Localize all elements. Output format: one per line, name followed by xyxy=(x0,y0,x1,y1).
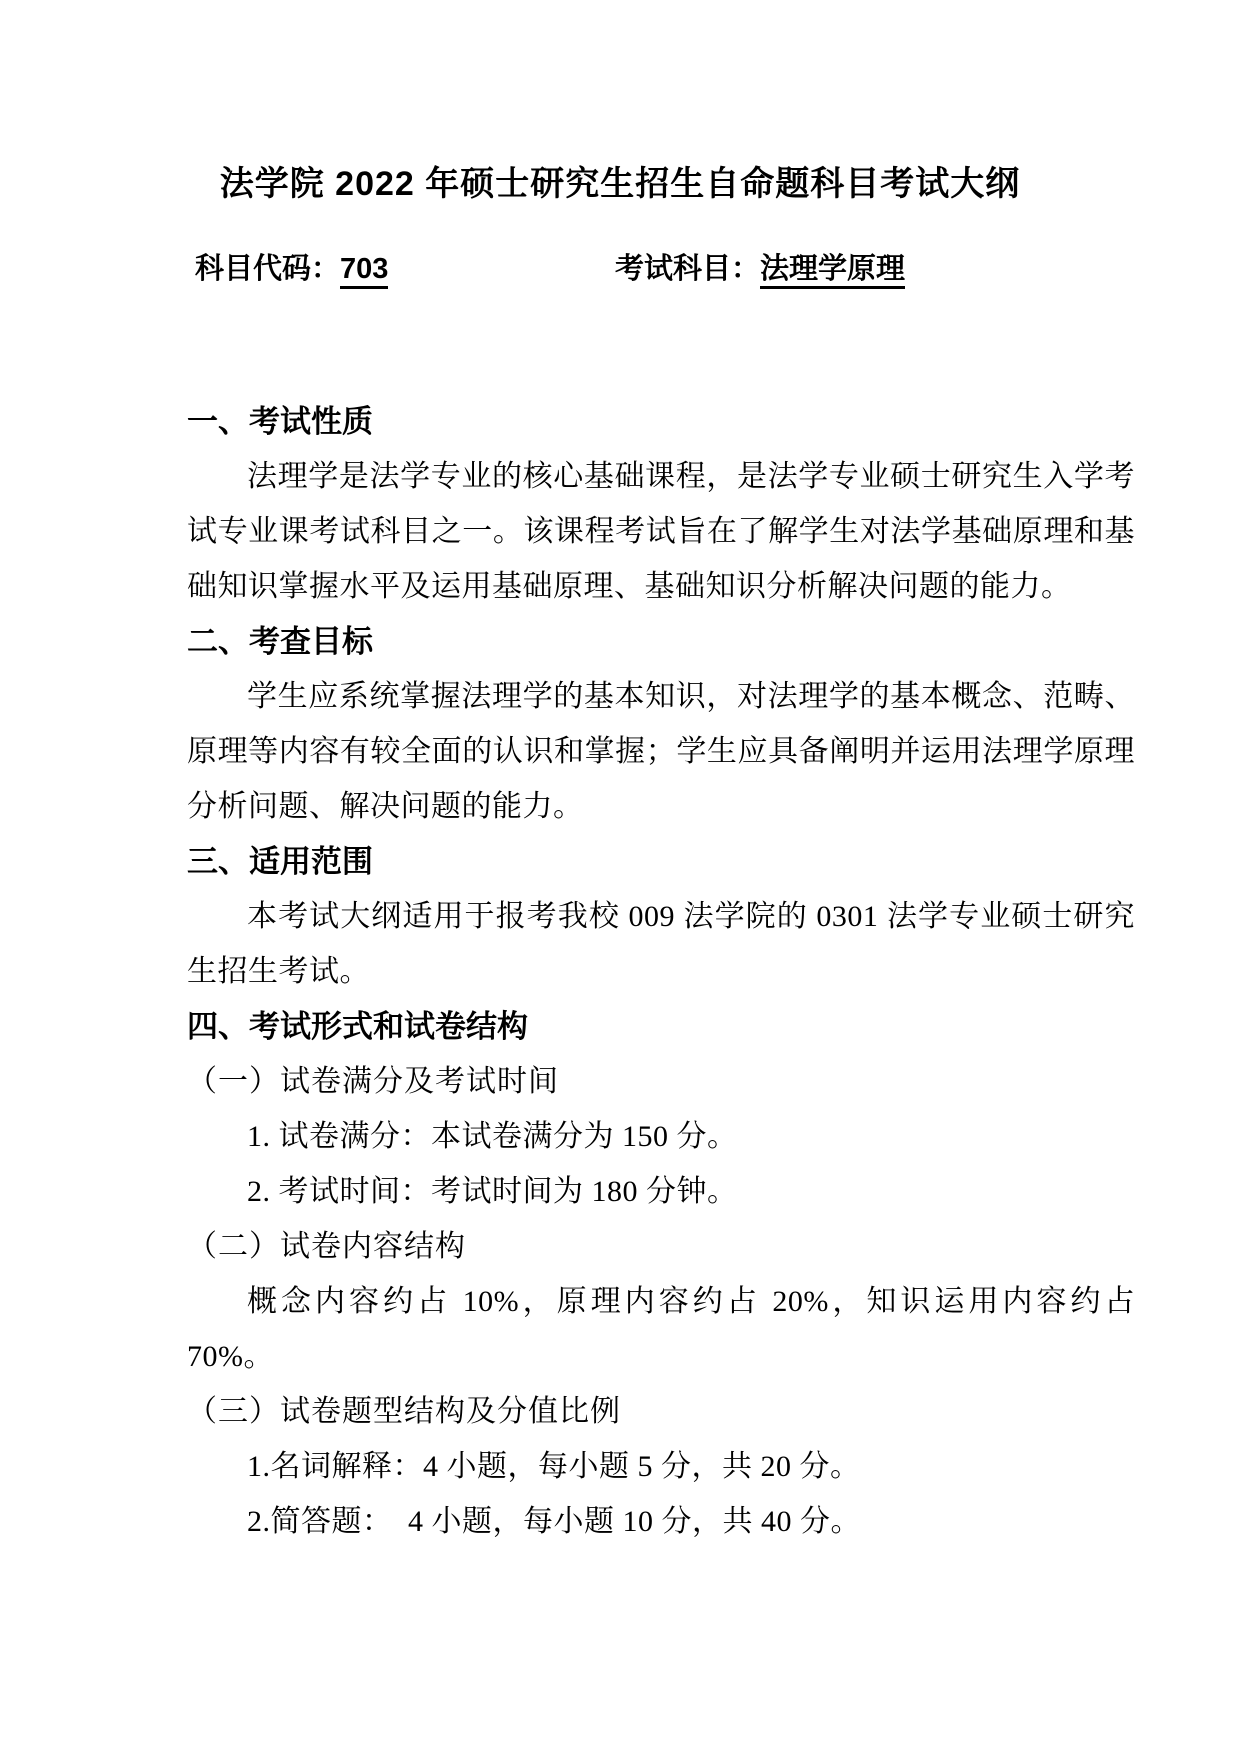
subsection-2-heading: （二）试卷内容结构 xyxy=(187,1230,466,1263)
subsection-1-heading: （一）试卷满分及考试时间 xyxy=(187,1065,559,1098)
subsection-3-heading: （三）试卷题型结构及分值比例 xyxy=(187,1395,621,1428)
document-title: 法学院 2022 年硕士研究生招生自命题科目考试大纲 xyxy=(219,165,1021,203)
subject-code-label: 科目代码： xyxy=(195,253,341,285)
section-1-paragraph: 法理学是法学专业的核心基础课程，是法学专业硕士研究生入学考试专业课考试科目之一。该课程考试旨在了解学生对法学基础原理和基础知识掌握水平及运用基础原理、基础知识分析解决问题的能力。 xyxy=(187,460,1135,603)
section-2-heading: 二、考查目标 xyxy=(187,624,373,659)
list-item: 1. 试卷满分：本试卷满分为 150 分。 xyxy=(247,1120,738,1153)
subject-meta-row xyxy=(187,250,1135,288)
list-item: 2. 考试时间：考试时间为 180 分钟。 xyxy=(247,1175,738,1208)
subject-code-value: 703 xyxy=(340,253,388,289)
subsection-2-paragraph: 概念内容约占 10%，原理内容约占 20%，知识运用内容约占 70%。 xyxy=(187,1285,1135,1373)
section-2-paragraph: 学生应系统掌握法理学的基本知识，对法理学的基本概念、范畴、原理等内容有较全面的认识和掌握；学生应具备阐明并运用法理学原理分析问题、解决问题的能力。 xyxy=(187,680,1135,823)
exam-subject-label: 考试科目： xyxy=(614,253,760,285)
list-item: 2.简答题： 4 小题，每小题 10 分，共 40 分。 xyxy=(247,1505,861,1538)
section-1-heading: 一、考试性质 xyxy=(187,404,373,439)
subject-code xyxy=(195,250,388,288)
section-3-heading: 三、适用范围 xyxy=(187,844,373,879)
exam-subject-value: 法理学原理 xyxy=(760,253,905,289)
list-item: 1.名词解释：4 小题，每小题 5 分，共 20 分。 xyxy=(247,1450,861,1483)
section-4-heading: 四、考试形式和试卷结构 xyxy=(187,1009,528,1044)
exam-subject xyxy=(615,250,905,288)
section-3-paragraph: 本考试大纲适用于报考我校 009 法学院的 0301 法学专业硕士研究生招生考试。 xyxy=(187,900,1135,988)
document-title-wrap xyxy=(0,158,1240,210)
